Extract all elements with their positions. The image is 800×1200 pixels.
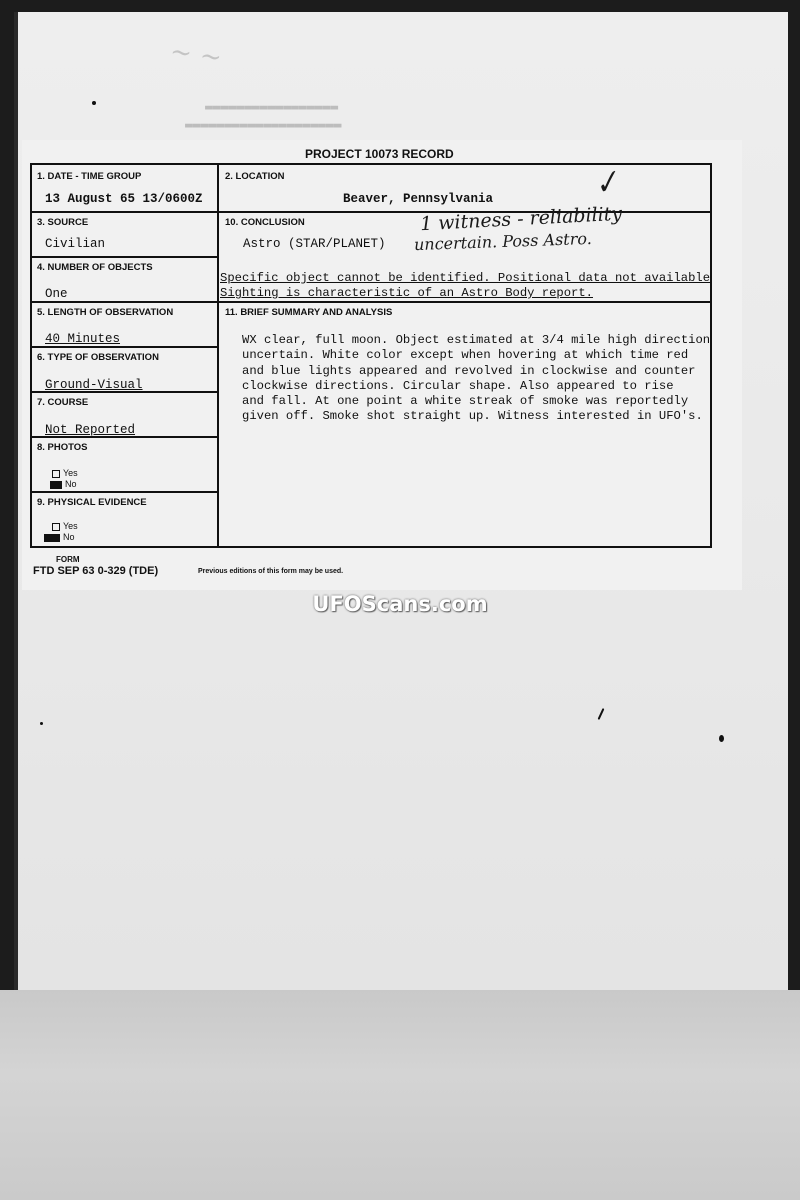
summary-line: given off. Smoke shot straight up. Witness interested in UFO's. — [242, 409, 703, 424]
row-divider — [32, 301, 712, 303]
course-label: 7. COURSE — [37, 397, 89, 408]
location-label: 2. LOCATION — [225, 171, 285, 182]
source-label: 3. SOURCE — [37, 217, 89, 228]
course-value: Not Reported — [45, 423, 136, 437]
footer-note: Previous editions of this form may be used. — [198, 568, 344, 575]
checked-checkbox-icon — [44, 534, 60, 542]
summary-label: 11. BRIEF SUMMARY AND ANALYSIS — [225, 307, 393, 318]
lower-paper-sheet — [0, 990, 800, 1200]
summary-line: clockwise directions. Circular shape. Also appeared to rise — [242, 378, 674, 393]
checked-checkbox-icon — [50, 481, 62, 489]
checkbox-icon — [52, 523, 60, 531]
number-of-objects-label: 4. NUMBER OF OBJECTS — [37, 262, 153, 273]
summary-line: WX clear, full moon. Object estimated at 3/4 mile high direction — [242, 333, 711, 347]
faint-bleedthrough-handwriting: ~ ~ — [168, 36, 224, 74]
summary-line: uncertain. White color except when hovering at which time red — [242, 348, 689, 363]
scan-speck — [40, 722, 43, 725]
physical-evidence-yes-label: Yes — [63, 521, 78, 531]
photos-no-label: No — [65, 479, 77, 489]
summary-line: and fall. At one point a white streak of smoke was reportedly — [242, 394, 689, 409]
date-time-group-value: 13 August 65 13/0600Z — [45, 192, 203, 206]
location-value: Beaver, Pennsylvania — [343, 192, 494, 206]
physical-evidence-yes-option — [52, 521, 78, 531]
type-of-observation-label: 6. TYPE OF OBSERVATION — [37, 352, 159, 363]
length-of-observation-value: 40 Minutes — [45, 332, 121, 346]
watermark: UFOScans.com — [312, 592, 488, 616]
length-of-observation-label: 5. LENGTH OF OBSERVATION — [37, 307, 174, 318]
summary-text — [242, 333, 767, 425]
conclusion-label: 10. CONCLUSION — [225, 217, 305, 228]
row-divider — [32, 346, 218, 348]
physical-evidence-label: 9. PHYSICAL EVIDENCE — [37, 497, 147, 508]
scan-speck — [92, 101, 96, 105]
row-divider — [32, 256, 218, 258]
number-of-objects-value: One — [45, 287, 68, 301]
scan-speck — [719, 735, 724, 742]
type-of-observation-value: Ground-Visual — [45, 378, 143, 392]
date-time-group-label: 1. DATE - TIME GROUP — [37, 171, 142, 182]
handwritten-note-line1: 1 witness - reliability — [419, 202, 623, 236]
summary-line: and blue lights appeared and revolved in clockwise and counter — [242, 363, 696, 378]
checkbox-icon — [52, 470, 60, 478]
footer-form-word: FORM — [56, 555, 80, 564]
bleedthrough-text: ▬▬▬▬▬▬▬▬▬▬▬▬▬▬▬▬▬ — [205, 100, 339, 115]
form-title: PROJECT 10073 RECORD — [305, 147, 454, 161]
photos-yes-option — [52, 468, 78, 478]
physical-evidence-no-option — [44, 532, 75, 542]
row-divider — [32, 491, 218, 493]
handwritten-checkmark: ✓ — [589, 162, 624, 205]
conclusion-note-line1: Specific object cannot be identified. Positional data not available — [220, 271, 711, 285]
conclusion-note — [220, 271, 710, 301]
physical-evidence-no-label: No — [63, 532, 75, 542]
photos-no-option — [50, 479, 77, 489]
bleedthrough-text: ▬▬▬▬▬▬▬▬▬▬▬▬▬▬▬▬▬▬▬▬ — [185, 118, 342, 133]
column-divider — [217, 165, 219, 546]
photos-label: 8. PHOTOS — [37, 442, 88, 453]
conclusion-value: Astro (STAR/PLANET) — [243, 237, 386, 251]
conclusion-note-line2: Sighting is characteristic of an Astro Body report. — [220, 286, 593, 300]
handwritten-note-line2: uncertain. Poss Astro. — [413, 228, 593, 255]
source-value: Civilian — [45, 237, 106, 251]
footer-form-number: FTD SEP 63 0-329 (TDE) — [33, 565, 159, 577]
photos-yes-label: Yes — [63, 468, 78, 478]
